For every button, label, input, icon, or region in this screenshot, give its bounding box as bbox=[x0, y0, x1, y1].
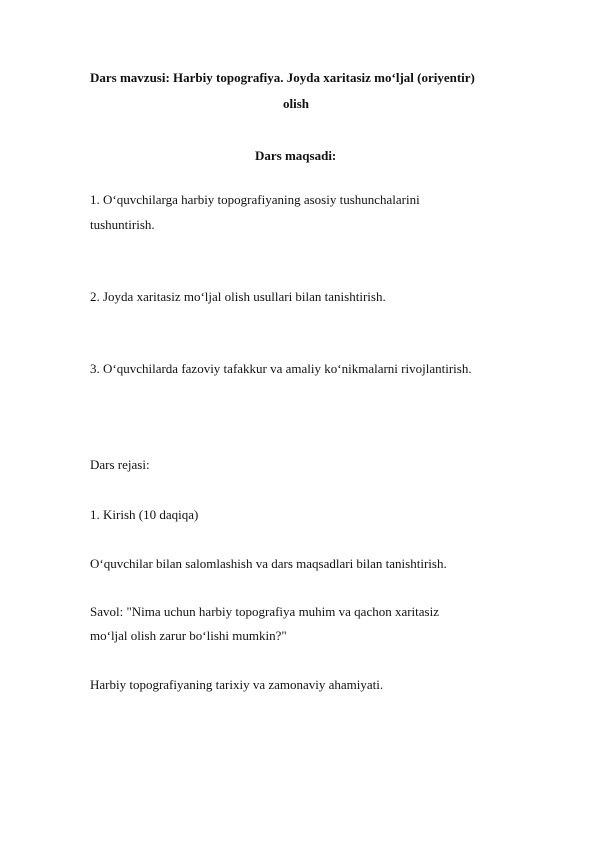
plan-heading: Dars rejasi: bbox=[90, 457, 150, 472]
goal-2: 2. Joyda xaritasiz mo‘ljal olish usullari bilan tanishtirish. bbox=[90, 289, 386, 304]
goal-1-line2: tushuntirish. bbox=[90, 217, 155, 232]
goals-heading: Dars maqsadi: bbox=[255, 148, 337, 163]
plan-item-1: 1. Kirish (10 daqiqa) bbox=[90, 507, 199, 522]
goal-1-line1: 1. O‘quvchilarga harbiy topografiyaning asosiy tushunchalarini bbox=[90, 192, 420, 207]
lesson-title-line1: Dars mavzusi: Harbiy topografiya. Joyda xaritasiz mo‘ljal (oriyentir) bbox=[90, 70, 475, 85]
plan-paragraph-2-line2: mo‘ljal olish zarur bo‘lishi mumkin?" bbox=[90, 628, 287, 643]
goal-3: 3. O‘quvchilarda fazoviy tafakkur va amaliy ko‘nikmalarni rivojlantirish. bbox=[90, 361, 472, 376]
plan-paragraph-3: Harbiy topografiyaning tarixiy va zamonaviy ahamiyati. bbox=[90, 677, 384, 692]
plan-paragraph-2-line1: Savol: "Nima uchun harbiy topografiya muhim va qachon xaritasiz bbox=[90, 604, 439, 619]
plan-paragraph-1: O‘quvchilar bilan salomlashish va dars maqsadlari bilan tanishtirish. bbox=[90, 556, 447, 571]
lesson-title-line2: olish bbox=[283, 96, 310, 111]
